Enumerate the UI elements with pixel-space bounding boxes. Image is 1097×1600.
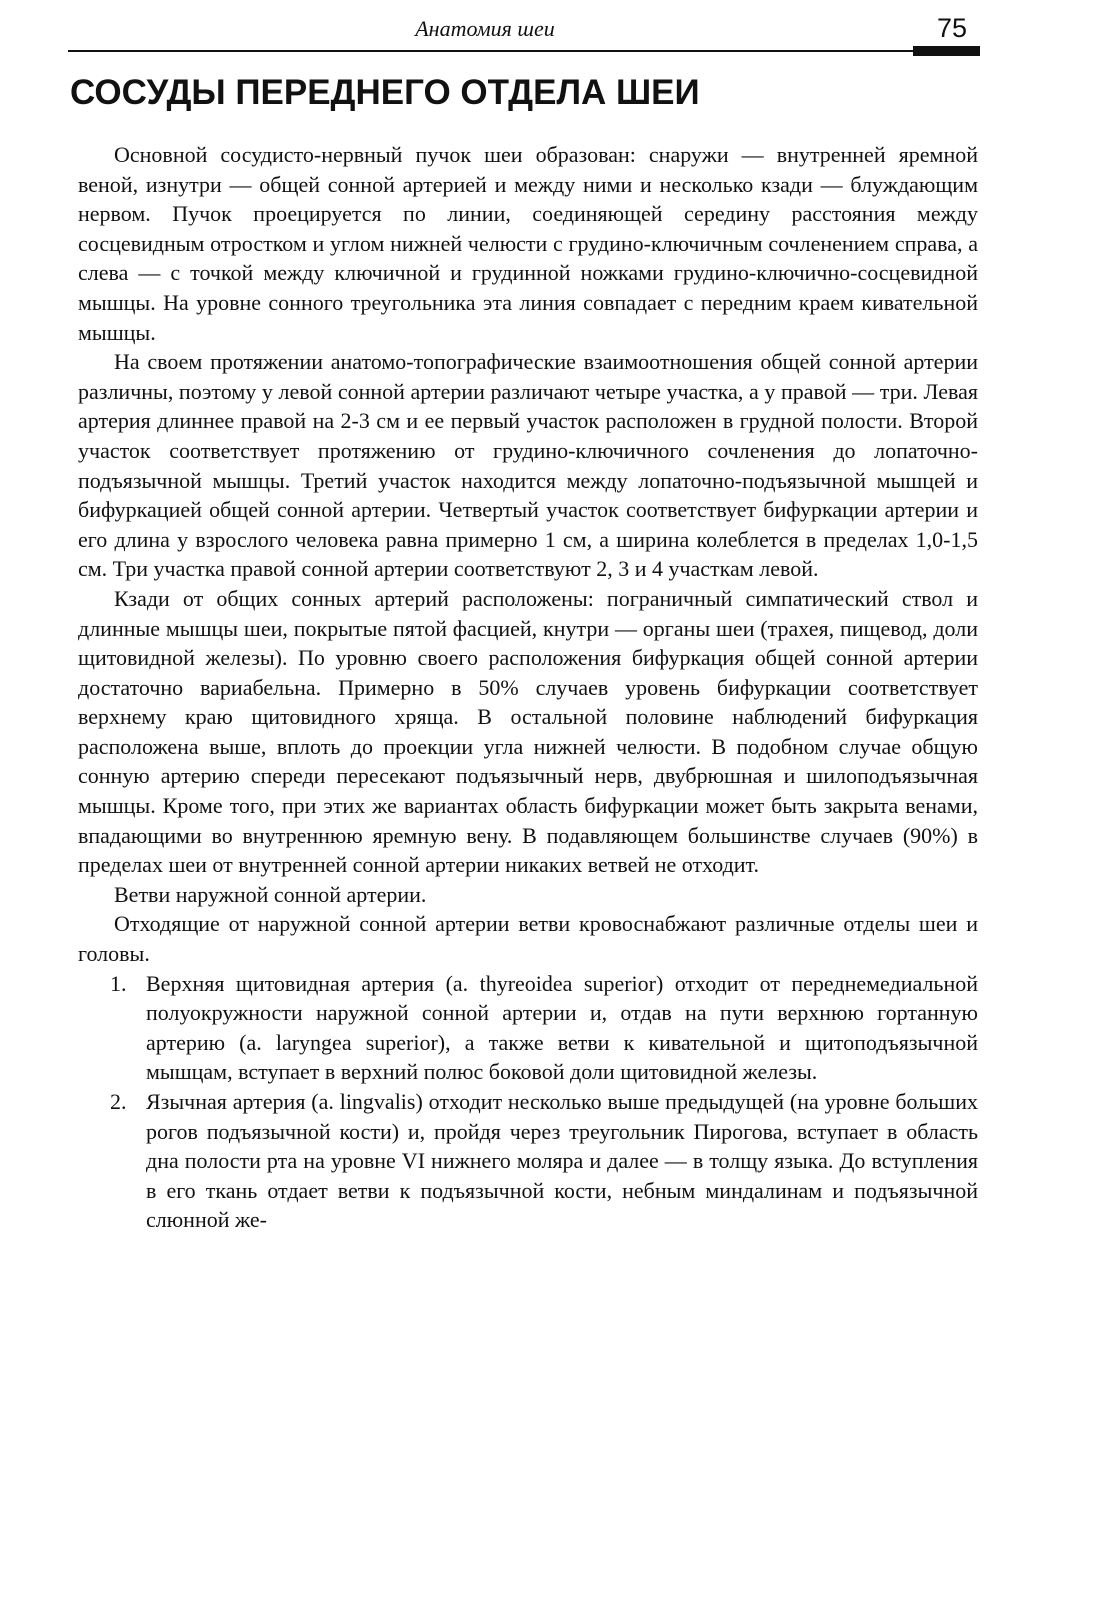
header-rule <box>68 50 980 52</box>
running-title: Анатомия шеи <box>415 16 555 41</box>
list-number: 1. <box>110 970 127 996</box>
paragraph-branches-intro: Отходящие от наружной сонной артерии ветви кровоснабжают различные отделы шеи и головы. <box>78 911 978 967</box>
list-item-superior-thyroid-artery <box>78 969 978 1087</box>
page-number: 75 <box>936 13 968 43</box>
paragraph-branches-heading: Ветви наружной сонной артерии. <box>114 881 427 907</box>
paragraph-neurovascular-bundle: Основной сосудисто-нервный пучок шеи образован: снаружи — внутренней яремной веной, изнутри — общей сонной артерией и между ними и несколько кзади — блуждающим нервом. Пучок проецируется по линии, соединяющей середину расстояния между сосцевидным отростком и углом нижней челюсти с грудино-ключичным сочленением справа, а слева — с точкой между ключичной и грудинной ножками грудино-ключично-сосцевидной мышцы. На уровне сонного треугольника эта линия совпадает с передним краем кивательной мышцы. <box>78 142 978 345</box>
paragraph-carotid-relations: Кзади от общих сонных артерий расположены: пограничный симпатический ствол и длинные мышцы шеи, покрытые пятой фасцией, кнутри — органы шеи (трахея, пищевод, доли щитовидной железы). По уровню своего расположения бифуркация общей сонной артерии достаточно вариабельна. Примерно в 50% случаев уровень бифуркации соответствует верхнему краю щитовидного хряща. В остальной половине наблюдений бифуркация расположена выше, вплоть до проекции угла нижней челюсти. В подобном случае общую сонную артерию спереди пересекают подъязычный нерв, двубрюшная и шилоподъязычная мышцы. Кроме того, при этих же вариантах область бифуркации может быть закрыта венами, впадающими во внутреннюю яремную вену. В подавляющем большинстве случаев (90%) в пределах шеи от внутренней сонной артерии никаких ветвей не отходит. <box>78 585 978 878</box>
list-item-text: Верхняя щитовидная артерия (a. thyreoidea superior) отходит от переднемедиальной полуокружности наружной сонной артерии и, отдав на пути верхнюю гортанную артерию (a. laryngea superior), а также ветви к кивательной и щитоподъязычной мышцам, вступает в верхний полюс боковой доли щитовидной железы. <box>146 970 978 1085</box>
body-text <box>78 140 978 1235</box>
list-number: 2. <box>110 1089 127 1114</box>
list-item-text: Язычная артерия (a. lingvalis) отходит несколько выше предыдущей (на уровне больших рогов подъязычной кости) и, пройдя через треугольник Пирогова, вступает в область дна полости рта на уровне VI нижнего моляра и далее — в толщу языка. До вступления в его ткань отдает ветви к подъязычной кости, небным миндалинам и подъязычной слюнной же- <box>146 1089 978 1233</box>
header-rule-mark <box>913 46 980 56</box>
list-item-lingual-artery <box>78 1087 978 1235</box>
paragraph-carotid-segments: На своем протяжении анатомо-топографические взаимоотношения общей сонной артерии различны, поэтому у левой сонной артерии различают четыре участка, а у правой — три. Левая артерия длиннее правой на 2-3 см и ее первый участок расположен в грудной полости. Второй участок соответствует протяжению от грудино-ключичного сочленения до лопаточно-подъязычной мышцы. Третий участок находится между лопаточно-подъязычной мышцей и бифуркацией общей сонной артерии. Четвертый участок соответствует бифуркации артерии и его длина у взрослого человека равна примерно 1 см, а ширина колеблется в пределах 1,0-1,5 см. Три участка правой сонной артерии соответствуют 2, 3 и 4 участкам левой. <box>78 349 978 582</box>
section-title: СОСУДЫ ПЕРЕДНЕГО ОТДЕЛА ШЕИ <box>70 73 700 112</box>
